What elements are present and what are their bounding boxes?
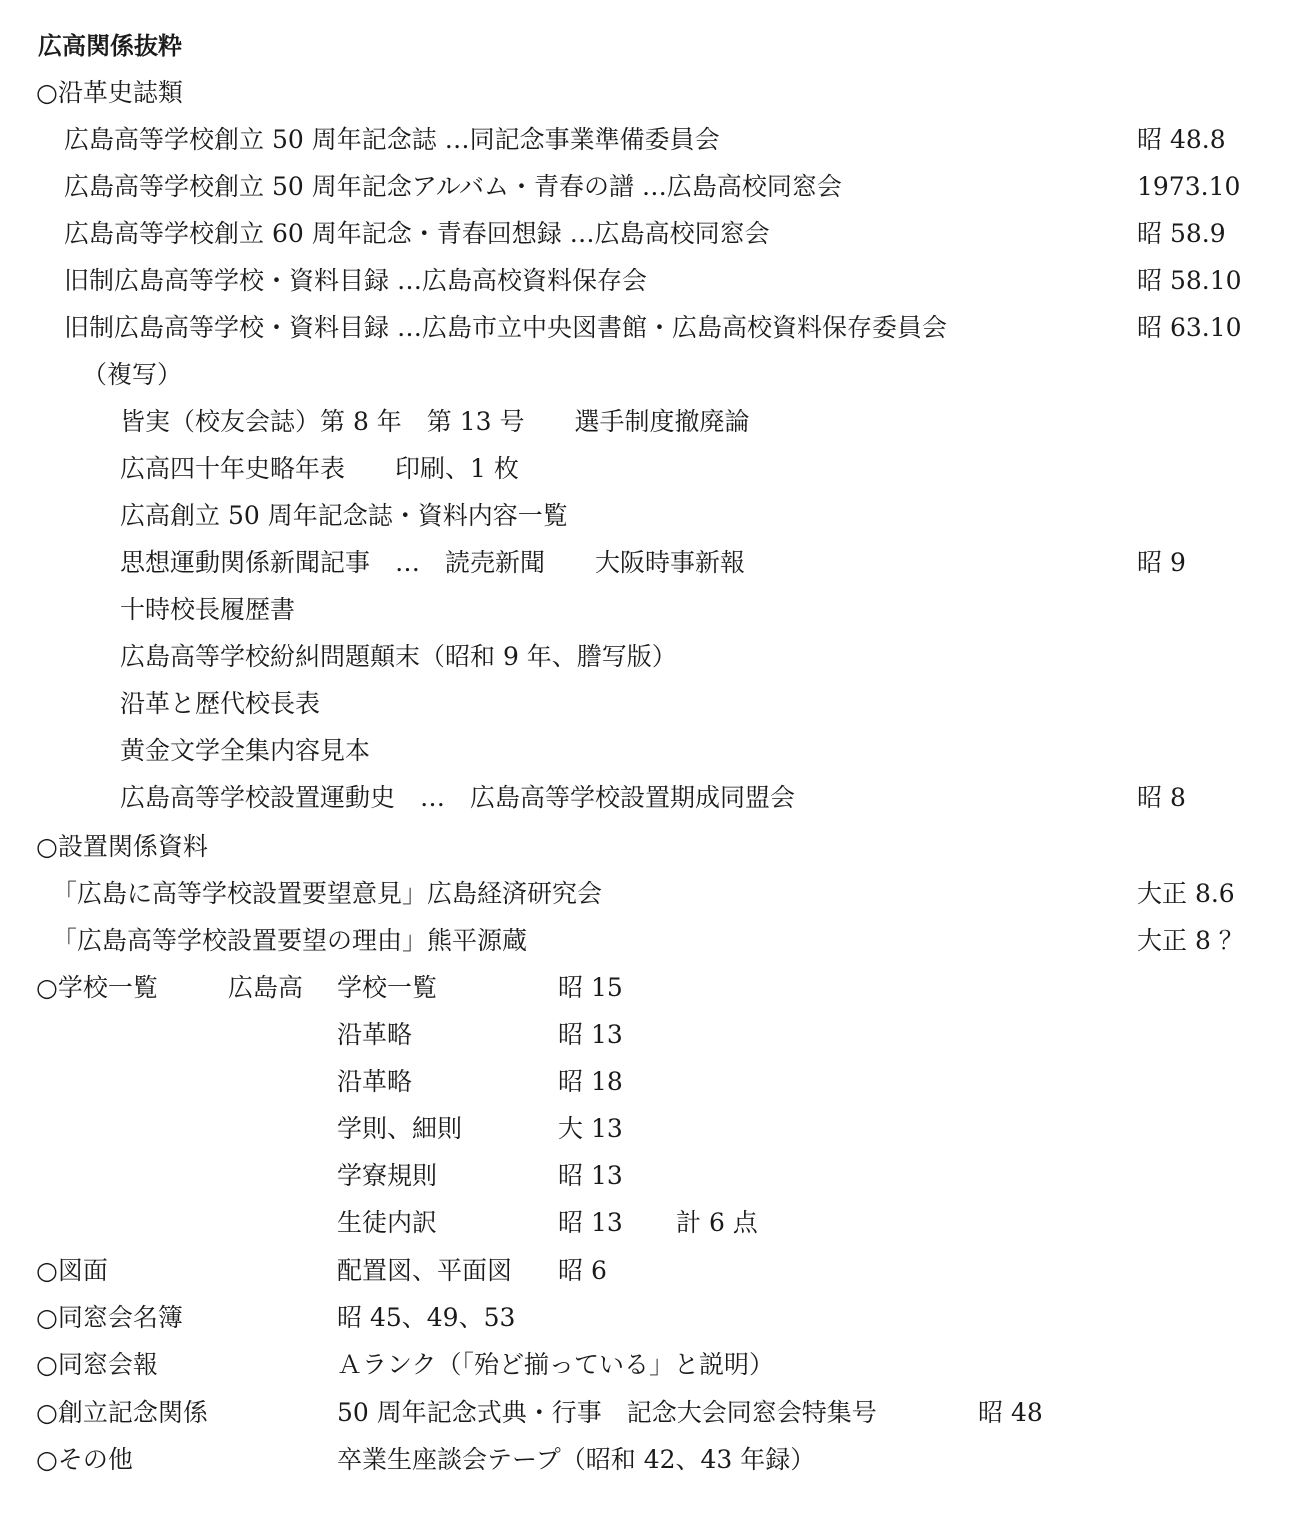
school-list-item-name: 沿革略 bbox=[337, 1020, 413, 1049]
drawings-name: 配置図、平面図 bbox=[337, 1256, 513, 1285]
section-heading-other: ○その他 bbox=[36, 1445, 133, 1474]
school-list-item-date: 昭 13 bbox=[558, 1208, 623, 1237]
copy-item-text: 広島高等学校設置運動史 … 広島高等学校設置期成同盟会 bbox=[120, 783, 796, 812]
history-item-text: 広島高等学校創立 50 周年記念アルバム・青春の譜 …広島高校同窓会 bbox=[64, 172, 842, 201]
drawings-date: 昭 6 bbox=[558, 1256, 607, 1285]
copy-item-text: 広高四十年史略年表 印刷、1 枚 bbox=[120, 454, 519, 483]
school-name: 広島高 bbox=[228, 973, 304, 1002]
copy-item-text: 黄金文学全集内容見本 bbox=[120, 736, 371, 765]
copy-label: （複写） bbox=[82, 360, 183, 389]
section-heading-school-list: ○学校一覧 bbox=[36, 973, 158, 1002]
history-item-date: 昭 58.9 bbox=[1137, 219, 1226, 248]
history-item-text: 広島高等学校創立 50 周年記念誌 …同記念事業準備委員会 bbox=[64, 125, 720, 154]
roster-value: 昭 45、49、53 bbox=[337, 1303, 516, 1332]
school-list-item-date: 昭 18 bbox=[558, 1067, 623, 1096]
school-list-item-name: 生徒内訳 bbox=[337, 1208, 438, 1237]
copy-item-text: 広高創立 50 周年記念誌・資料内容一覧 bbox=[120, 501, 568, 530]
copy-item-text: 広島高等学校紛糾問題顛末（昭和 9 年、謄写版） bbox=[120, 642, 677, 671]
other-value: 卒業生座談会テープ（昭和 42、43 年録） bbox=[337, 1445, 816, 1474]
section-heading-drawings: ○図面 bbox=[36, 1256, 108, 1285]
establishment-item-date: 大正 8.6 bbox=[1137, 879, 1235, 908]
section-heading-establishment: ○設置関係資料 bbox=[36, 832, 208, 861]
establishment-item-text: 「広島高等学校設置要望の理由」熊平源蔵 bbox=[52, 926, 528, 955]
establishment-item-date: 大正 8 ？ bbox=[1137, 926, 1244, 955]
history-item-text: 広島高等学校創立 60 周年記念・青春回想録 …広島高校同窓会 bbox=[64, 219, 770, 248]
copy-item-date: 昭 8 bbox=[1137, 783, 1186, 812]
founding-value: 50 周年記念式典・行事 記念大会同窓会特集号 bbox=[337, 1398, 877, 1427]
school-list-item-date: 昭 15 bbox=[558, 973, 623, 1002]
copy-item-text: 思想運動関係新聞記事 … 読売新聞 大阪時事新報 bbox=[120, 548, 746, 577]
school-list-item-name: 学則、細則 bbox=[337, 1114, 463, 1143]
history-item-date: 1973.10 bbox=[1137, 172, 1241, 201]
history-item-date: 昭 48.8 bbox=[1137, 125, 1226, 154]
history-item-text: 旧制広島高等学校・資料目録 …広島高校資料保存会 bbox=[64, 266, 647, 295]
section-heading-roster: ○同窓会名簿 bbox=[36, 1303, 183, 1332]
copy-item-text: 沿革と歴代校長表 bbox=[120, 689, 321, 718]
bulletin-value: Ａランク（「殆ど揃っている」と説明） bbox=[337, 1350, 775, 1379]
history-item-text: 旧制広島高等学校・資料目録 …広島市立中央図書館・広島高校資料保存委員会 bbox=[64, 313, 947, 342]
school-list-total: 計 6 点 bbox=[676, 1208, 758, 1237]
copy-item-date: 昭 9 bbox=[1137, 548, 1186, 577]
founding-date: 昭 48 bbox=[978, 1398, 1043, 1427]
section-heading-history: ○沿革史誌類 bbox=[36, 78, 183, 107]
page-title: 広高関係抜粋 bbox=[38, 32, 182, 60]
section-heading-bulletin: ○同窓会報 bbox=[36, 1350, 158, 1379]
school-list-item-date: 昭 13 bbox=[558, 1161, 623, 1190]
copy-item-text: 十時校長履歴書 bbox=[120, 595, 296, 624]
school-list-item-name: 学寮規則 bbox=[337, 1161, 438, 1190]
school-list-item-name: 学校一覧 bbox=[337, 973, 438, 1002]
history-item-date: 昭 58.10 bbox=[1137, 266, 1242, 295]
establishment-item-text: 「広島に高等学校設置要望意見」広島経済研究会 bbox=[52, 879, 603, 908]
school-list-item-date: 大 13 bbox=[558, 1114, 623, 1143]
school-list-item-name: 沿革略 bbox=[337, 1067, 413, 1096]
copy-item-text: 皆実（校友会誌）第 8 年 第 13 号 選手制度撤廃論 bbox=[120, 407, 750, 436]
history-item-date: 昭 63.10 bbox=[1137, 313, 1242, 342]
section-heading-founding: ○創立記念関係 bbox=[36, 1398, 208, 1427]
school-list-item-date: 昭 13 bbox=[558, 1020, 623, 1049]
